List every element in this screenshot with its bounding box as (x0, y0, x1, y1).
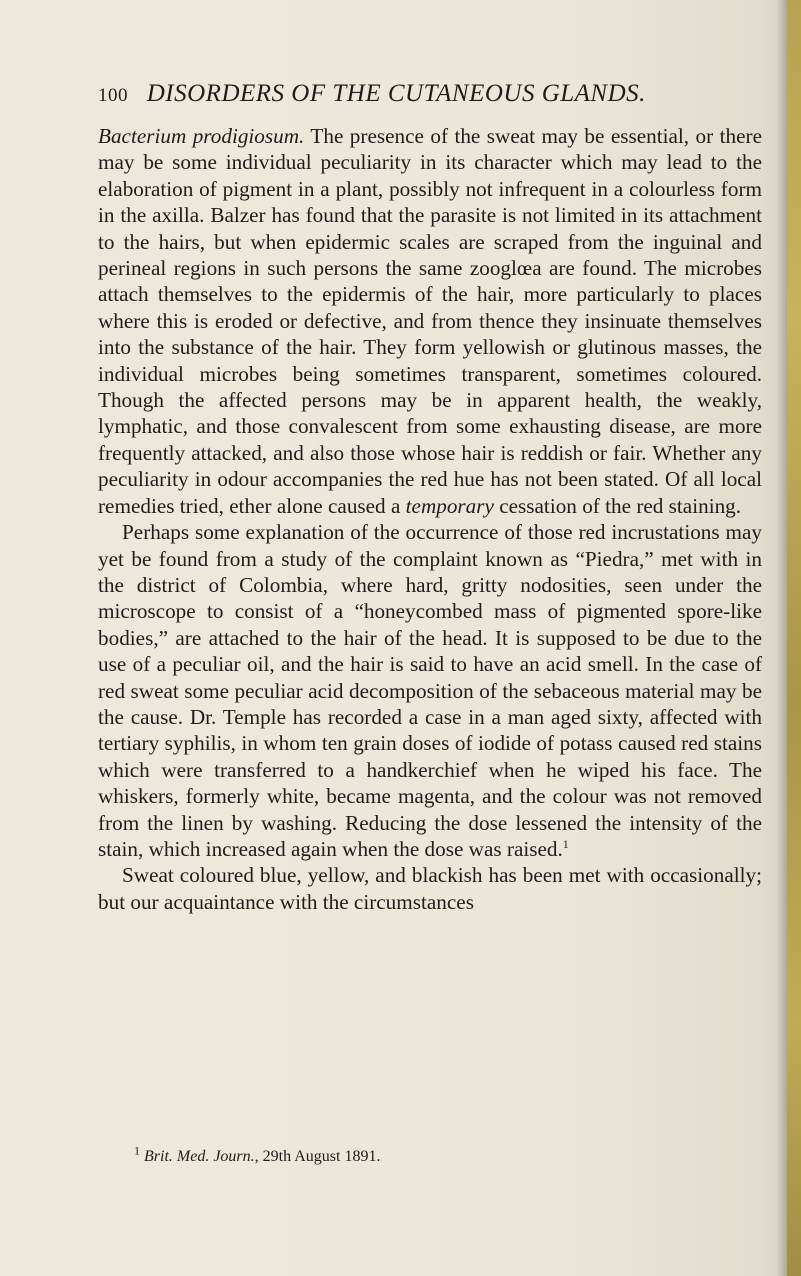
species-name: Bacterium prodigiosum. (98, 124, 305, 148)
footnote (134, 1143, 754, 1166)
paragraph-2-text: Perhaps some explanation of the occurrence of those red incrustations may yet be found from a study of the complaint known as “Piedra,” met with in the district of Colombia, where hard, gritty nodosities, seen under the microscope to consist of a “honeycombed mass of pigmented spore-like bodies,” are attached to the hair of the head. It is supposed to be due to the use of a peculiar oil, and the hair is said to have an acid smell. In the case of red sweat some peculiar acid decomposition of the sebaceous material may be the cause. Dr. Temple has recorded a case in a man aged sixty, affected with tertiary syphilis, in whom ten grain doses of iodide of potass caused red stains which were transferred to a handkerchief when he wiped his face. The whiskers, formerly white, became magenta, and the colour was not removed from the linen by washing. Reducing the dose lessened the intensity of the stain, which increased again when the dose was raised. (98, 520, 762, 861)
page-number: 100 (98, 85, 128, 106)
paragraph-1-text-a: The presence of the sweat may be essential, or there may be some individual peculiarity in its character which may lead to the elaboration of pigment in a plant, possibly not infrequent in a colourless form in the axilla. Balzer has found that the parasite is not limited in its attachment to the hairs, but when epidermic scales are scraped from the inguinal and perineal regions in such persons the same zooglœa are found. The microbes attach themselves to the epidermis of the hair, more particularly to places where this is eroded or defective, and from thence they insinuate themselves into the substance of the hair. They form yellowish or glutinous masses, the individual microbes being sometimes transparent, sometimes coloured. Though the affected persons may be in apparent health, the weakly, lymphatic, and those convalescent from some exhausting disease, are more frequently attacked, and also those whose hair is reddish or fair. Whether any peculiarity in odour accompanies the red hue has not been stated. Of all local remedies tried, ether alone caused a (98, 124, 762, 518)
running-header (98, 80, 708, 108)
page-edge (787, 0, 801, 1276)
emphasis-temporary: temporary (405, 493, 494, 518)
footnote-reference: 1 (562, 836, 569, 851)
footnote-date: , 29th August 1891. (254, 1148, 381, 1165)
paragraph-1 (98, 123, 762, 519)
page-gutter-shadow (777, 0, 787, 1276)
paragraph-1-text-b: cessation of the red staining. (493, 493, 742, 518)
paragraph-3 (98, 862, 762, 915)
body-text (98, 123, 762, 915)
footnote-journal: Brit. Med. Journ. (144, 1148, 255, 1165)
paragraph-2 (98, 519, 762, 862)
footnote-marker: 1 (134, 1143, 140, 1158)
running-title: DISORDERS OF THE CUTANEOUS GLANDS. (146, 80, 646, 107)
paragraph-3-text: Sweat coloured blue, yellow, and blackish has been met with occasionally; but our acquaintance with the circumstances (98, 863, 762, 914)
